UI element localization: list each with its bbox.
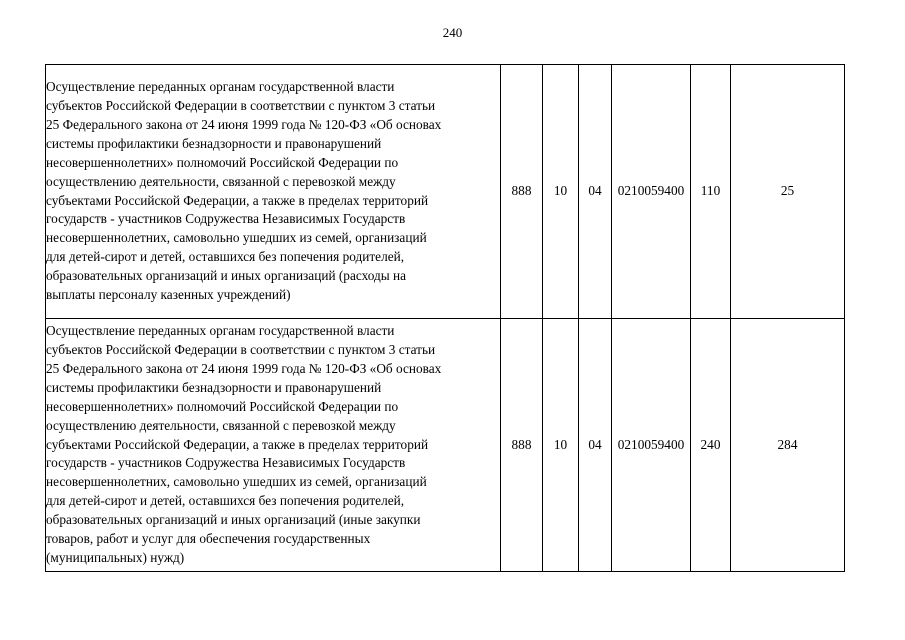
- row-description: Осуществление переданных органам государственной власти субъектов Российской Федерации в соответствии с пунктом 3 статьи 25 Федерального закона от 24 июня 1999 года № 120-ФЗ «Об основах системы профилактики безнадзорности и правонарушений несовершеннолетних» полномочий Российской Федерации по осуществлению деятельности, связанной с перевозкой между субъектами Российской Федерации, а также в пределах территорий государств - участников Содружества Независимых Государств несовершеннолетних, самовольно ушедших из семей, организаций для детей-сирот и детей, оставшихся без попечения родителей, образовательных организаций и иных организаций (иные закупки товаров, работ и услуг для обеспечения государственных (муниципальных) нужд): [46, 319, 501, 572]
- target-article-code: 0210059400: [612, 65, 691, 319]
- target-article-code: 0210059400: [612, 319, 691, 572]
- amount-value: 284: [731, 319, 845, 572]
- subsection-code: 04: [579, 65, 612, 319]
- ministry-code: 888: [501, 319, 543, 572]
- ministry-code: 888: [501, 65, 543, 319]
- expense-type-code: 240: [691, 319, 731, 572]
- table-row: [46, 65, 845, 319]
- budget-table: [45, 64, 845, 572]
- expense-type-code: 110: [691, 65, 731, 319]
- row-description: Осуществление переданных органам государственной власти субъектов Российской Федерации в соответствии с пунктом 3 статьи 25 Федерального закона от 24 июня 1999 года № 120-ФЗ «Об основах системы профилактики безнадзорности и правонарушений несовершеннолетних» полномочий Российской Федерации по осуществлению деятельности, связанной с перевозкой между субъектами Российской Федерации, а также в пределах территорий государств - участников Содружества Независимых Государств несовершеннолетних, самовольно ушедших из семей, организаций для детей-сирот и детей, оставшихся без попечения родителей, образовательных организаций и иных организаций (расходы на выплаты персоналу казенных учреждений): [46, 65, 501, 319]
- section-code: 10: [543, 65, 579, 319]
- table-row: [46, 319, 845, 572]
- amount-value: 25: [731, 65, 845, 319]
- subsection-code: 04: [579, 319, 612, 572]
- section-code: 10: [543, 319, 579, 572]
- page-number: 240: [442, 25, 463, 40]
